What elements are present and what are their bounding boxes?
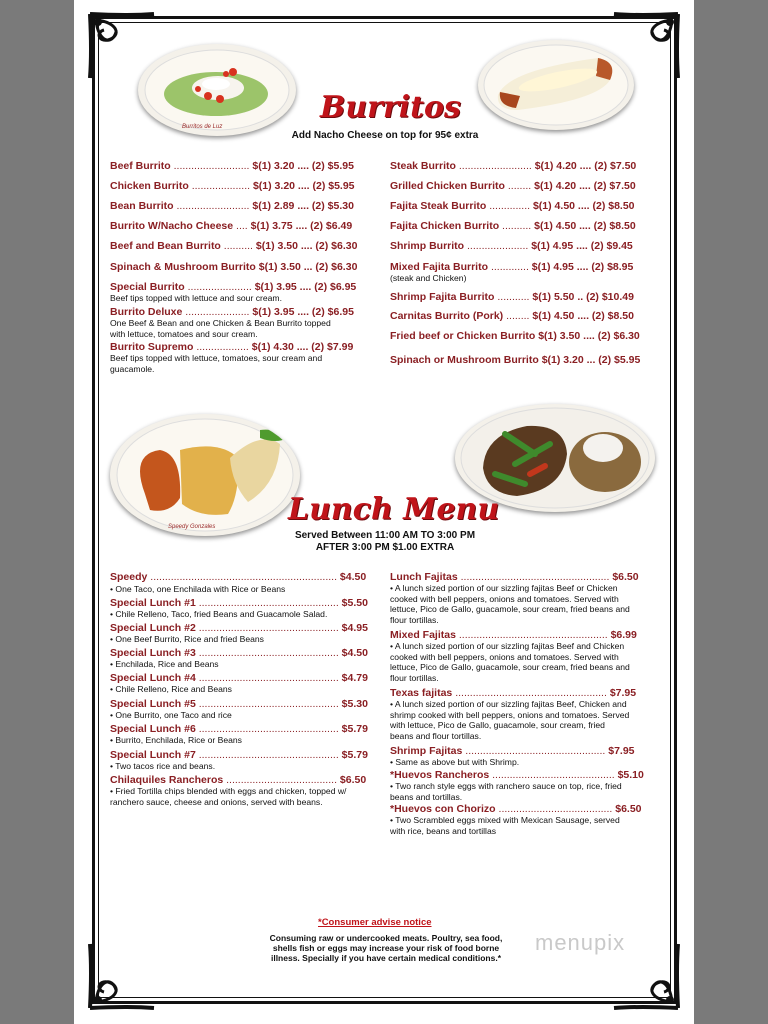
menu-item-price: $(1) 4.95 .... (2) $8.95 xyxy=(531,261,634,273)
menu-item xyxy=(390,803,642,815)
menu-item-name: Special Lunch #1 xyxy=(110,597,196,609)
burrito-plate-photo-left xyxy=(138,44,296,136)
menu-item xyxy=(110,160,354,172)
menu-item xyxy=(110,698,368,710)
menu-item-name: Special Lunch #7 xyxy=(110,749,196,761)
menu-item-description: One Beef & Bean and one Chicken & Bean Burrito topped with lettuce, tomatoes and sour cream. xyxy=(110,318,331,339)
menu-item-price: $(1) 3.50 .... (2) $6.30 xyxy=(538,330,640,342)
menu-item xyxy=(390,745,635,757)
menu-item-name: *Huevos con Chorizo xyxy=(390,803,496,815)
menu-item-leader: ........ xyxy=(507,180,532,192)
menu-item xyxy=(110,622,368,634)
menu-item-name: Fajita Chicken Burrito xyxy=(390,220,500,232)
menu-item-name: Shrimp Burrito xyxy=(390,240,465,252)
menu-item-price: $6.50 xyxy=(339,774,367,786)
menu-item-price: $(1) 5.50 .. (2) $10.49 xyxy=(532,291,634,303)
menu-item-description: • One Burrito, one Taco and rice xyxy=(110,710,232,720)
menu-item-description: • Same as above but with Shrimp. xyxy=(390,757,520,767)
menu-item-leader: ....................................... xyxy=(498,803,613,815)
menu-item-leader: .............. xyxy=(489,200,531,212)
menu-item-name: Shrimp Fajita Burrito xyxy=(390,291,495,303)
menu-item-name: Lunch Fajitas xyxy=(390,571,458,583)
menu-item-price: $4.50 xyxy=(341,647,368,659)
menu-item-description: (steak and Chicken) xyxy=(390,273,467,283)
menu-item-name: Shrimp Fajitas xyxy=(390,745,463,757)
menu-item-name: Special Lunch #3 xyxy=(110,647,196,659)
menu-item-description: • Burrito, Enchilada, Rice or Beans xyxy=(110,735,242,745)
menu-item-name: Special Lunch #5 xyxy=(110,698,196,710)
menu-item-leader: ................................................ xyxy=(198,597,339,609)
menu-item xyxy=(110,597,368,609)
menu-item-name: Bean Burrito xyxy=(110,200,174,212)
menu-item-price: $(1) 3.95 .... (2) $6.95 xyxy=(252,306,354,318)
lunch-subtitle-hours: Served Between 11:00 AM TO 3:00 PM xyxy=(294,530,476,541)
menu-item-description: • Chile Relleno, Taco, fried Beans and Guacamole Salad. xyxy=(110,609,328,619)
menu-item-leader: ................................................ xyxy=(198,723,339,735)
menu-item-price: $4.50 xyxy=(339,571,367,583)
menu-item-leader: .................................................... xyxy=(455,687,607,699)
burritos-subtitle: Add Nacho Cheese on top for 95¢ extra xyxy=(291,130,479,141)
menu-item-description: • A lunch sized portion of our sizzling fajitas Beef or Chicken cooked with bell peppers, onions and tomatoes. Served with lettuce, Pico de Gallo, guacamole, sour cream, fried beans and flour tortillas. xyxy=(390,583,630,625)
menu-item-price: $(1) 4.30 .... (2) $7.99 xyxy=(251,341,354,353)
menu-item-price: $(1) 3.50 ... (2) $6.30 xyxy=(258,261,358,273)
menu-item-price: $(1) 4.95 .... (2) $9.45 xyxy=(531,240,633,252)
menu-item-leader: ................................................ xyxy=(198,672,339,684)
menu-item-name: Special Burrito xyxy=(110,281,185,293)
menu-item-price: $(1) 2.89 .... (2) $5.30 xyxy=(252,200,354,212)
menu-item xyxy=(390,354,640,366)
menu-item-name: Burrito Deluxe xyxy=(110,306,183,318)
plate-caption: Burritos de Luz xyxy=(182,124,223,130)
ornament-corner-bottom-left xyxy=(88,940,158,1010)
menu-item-description: Beef tips topped with lettuce, tomatoes, sour cream and guacamole. xyxy=(110,353,323,374)
menu-item-price: $4.95 xyxy=(341,622,368,634)
menu-item-leader: ..................... xyxy=(467,240,529,252)
menu-item xyxy=(110,749,368,761)
menu-item-leader: ................................................... xyxy=(458,629,608,641)
menu-item-name: Speedy xyxy=(110,571,148,583)
menu-item-price: $5.30 xyxy=(341,698,368,710)
menu-item-price: $(1) 3.20 .... (2) $5.95 xyxy=(252,160,354,172)
menu-item-price: $7.95 xyxy=(609,687,637,699)
menupix-watermark: menupix xyxy=(535,930,626,955)
menu-item xyxy=(110,281,356,293)
menu-item-name: Texas fajitas xyxy=(390,687,453,699)
menu-item-leader: ......................... xyxy=(458,160,532,172)
menu-item-name: Beef and Bean Burrito xyxy=(110,240,221,252)
menu-item-description: • Enchilada, Rice and Beans xyxy=(110,659,219,669)
menu-item-description: • A lunch sized portion of our sizzling fajitas Beef and Chicken cooked with bell peppers, onions and tomatoes. Served with lettuce, Pico de Gallo, guacamole, sour cream, fried beans and flour tortillas. xyxy=(390,641,630,683)
menu-item xyxy=(390,200,635,212)
menu-item-leader: ............. xyxy=(490,261,529,273)
menu-item xyxy=(110,200,354,212)
menu-item-name: Spinach or Mushroom Burrito xyxy=(390,354,539,366)
menu-item-leader: ................................................ xyxy=(198,622,339,634)
menu-item xyxy=(390,220,636,232)
menu-item-leader: ................................................................ xyxy=(150,571,337,583)
menu-item-price: $6.50 xyxy=(612,571,639,583)
menu-item-name: Burrito Supremo xyxy=(110,341,194,353)
menu-item-price: $7.95 xyxy=(608,745,635,757)
menu-item-price: $5.10 xyxy=(617,769,644,781)
menu-item xyxy=(390,261,633,273)
menu-item xyxy=(390,291,634,303)
speedy-plate-photo xyxy=(110,414,300,536)
menu-item xyxy=(110,672,368,684)
menu-item-name: Carnitas Burrito (Pork) xyxy=(390,310,504,322)
menu-item-name: Special Lunch #2 xyxy=(110,622,196,634)
menu-item-leader: ................................................ xyxy=(198,749,339,761)
menu-item xyxy=(110,571,366,583)
menu-item xyxy=(390,240,633,252)
menu-item-leader: .................. xyxy=(196,341,249,353)
menu-item xyxy=(110,341,353,353)
menu-item xyxy=(390,180,636,192)
menu-item xyxy=(390,571,639,583)
plate-caption: Speedy Gonzales xyxy=(168,524,216,530)
menu-item-description: • Two Scrambled eggs mixed with Mexican Sausage, served with rice, beans and tortillas xyxy=(390,815,620,836)
menu-item-name: Steak Burrito xyxy=(390,160,456,172)
burritos-title: Burritos xyxy=(320,90,461,125)
menu-item xyxy=(390,629,637,641)
menu-item-price: $(1) 3.75 .... (2) $6.49 xyxy=(250,220,353,232)
menu-item-price: $(1) 4.20 .... (2) $7.50 xyxy=(534,160,637,172)
menu-item xyxy=(390,310,634,322)
menu-item-leader: ................................................ xyxy=(198,698,339,710)
menu-item xyxy=(110,240,357,252)
lunch-menu-title: Lunch Menu xyxy=(288,492,500,527)
menu-item-leader: .......... xyxy=(223,240,253,252)
menu-item xyxy=(110,774,366,786)
menu-item xyxy=(390,769,644,781)
menu-item-description: • Two tacos rice and beans. xyxy=(110,761,216,771)
menu-item xyxy=(110,647,368,659)
menu-item-price: $(1) 4.20 .... (2) $7.50 xyxy=(534,180,636,192)
menu-item-price: $(1) 4.50 .... (2) $8.50 xyxy=(532,200,635,212)
menu-item xyxy=(110,723,368,735)
menu-item-price: $(1) 3.95 .... (2) $6.95 xyxy=(254,281,357,293)
menu-item-name: Mixed Fajitas xyxy=(390,629,456,641)
menu-item-leader: ........ xyxy=(506,310,530,322)
menu-item-description: • A lunch sized portion of our sizzling fajitas Beef, Chicken and shrimp cooked with bell peppers, onions and tomatoes. Served with lettuce, Pico de Gallo, guacamole, sour cream, fried beans and flour tortillas. xyxy=(390,699,630,741)
menu-item-description: • Chile Relleno, Rice and Beans xyxy=(110,684,232,694)
menu-item-name: Burrito W/Nacho Cheese xyxy=(110,220,234,232)
menu-item-leader: ................................................ xyxy=(465,745,606,757)
menu-item-name: Spinach & Mushroom Burrito xyxy=(110,261,256,273)
menu-item-price: $5.50 xyxy=(341,597,368,609)
menu-item-description: • Two ranch style eggs with ranchero sauce on top, rice, fried beans and tortillas. xyxy=(390,781,622,802)
menu-item-price: $4.79 xyxy=(341,672,368,684)
menu-item-leader: ......................... xyxy=(176,200,250,212)
menu-item-price: $5.79 xyxy=(341,749,368,761)
menu-item-leader: ........... xyxy=(497,291,530,303)
menu-item-name: Grilled Chicken Burrito xyxy=(390,180,505,192)
menu-item-price: $(1) 3.20 .... (2) $5.95 xyxy=(252,180,355,192)
consumer-advise-text: Consuming raw or undercooked meats. Poultry, sea food, shells fish or eggs may increase your risk of food borne illness. Specially if you have certain medical conditions.* xyxy=(269,933,503,963)
menu-item-name: Chicken Burrito xyxy=(110,180,189,192)
menu-item-price: $(1) 4.50 .... (2) $8.50 xyxy=(534,220,636,232)
menu-item xyxy=(390,160,636,172)
menu-item-name: Mixed Fajita Burrito xyxy=(390,261,489,273)
menu-item-name: Fried beef or Chicken Burrito xyxy=(390,330,536,342)
menu-item-leader: ...................... xyxy=(187,281,252,293)
menu-item xyxy=(390,687,636,699)
menu-item-description: Beef tips topped with lettuce and sour cream. xyxy=(110,293,282,303)
menu-item-leader: .......................................... xyxy=(492,769,615,781)
menu-item-description: • One Beef Burrito, Rice and fried Beans xyxy=(110,634,264,644)
menu-item xyxy=(110,220,352,232)
menu-item-name: Special Lunch #6 xyxy=(110,723,196,735)
menu-item xyxy=(110,306,354,318)
menu-item-leader: .... xyxy=(236,220,248,232)
menu-item-price: $(1) 3.50 .... (2) $6.30 xyxy=(255,240,358,252)
menu-item-name: Special Lunch #4 xyxy=(110,672,196,684)
menu-item-price: $(1) 3.20 ... (2) $5.95 xyxy=(541,354,641,366)
menu-item-leader: ...................... xyxy=(185,306,250,318)
menu-item-leader: ...................................... xyxy=(226,774,337,786)
menu-item-name: *Huevos Rancheros xyxy=(390,769,490,781)
menu-item-price: $6.99 xyxy=(610,629,637,641)
menu-item-leader: .......................... xyxy=(173,160,250,172)
burrito-plate-photo-right xyxy=(478,40,634,130)
menu-item-leader: ................................................... xyxy=(460,571,610,583)
menu-item-leader: ................................................ xyxy=(198,647,339,659)
menu-item-name: Beef Burrito xyxy=(110,160,171,172)
consumer-advise-heading: *Consumer advise notice xyxy=(318,917,432,928)
menu-item-leader: .......... xyxy=(502,220,532,232)
lunch-subtitle-extra: AFTER 3:00 PM $1.00 EXTRA xyxy=(315,542,455,553)
menu-item-price: $(1) 4.50 .... (2) $8.50 xyxy=(532,310,634,322)
menu-item-leader: .................... xyxy=(191,180,251,192)
menu-item-price: $5.79 xyxy=(341,723,368,735)
menu-item xyxy=(390,330,640,342)
menu-item-price: $6.50 xyxy=(615,803,642,815)
menu-item xyxy=(110,261,357,273)
menu-item-name: Chilaquiles Rancheros xyxy=(110,774,224,786)
menu-item-name: Fajita Steak Burrito xyxy=(390,200,487,212)
menu-item xyxy=(110,180,355,192)
menu-item-description: • Fried Tortilla chips blended with eggs and chicken, topped w/ ranchero sauce, cheese and onions, served with beans. xyxy=(110,786,347,807)
menu-item-description: • One Taco, one Enchilada with Rice or Beans xyxy=(110,584,286,594)
